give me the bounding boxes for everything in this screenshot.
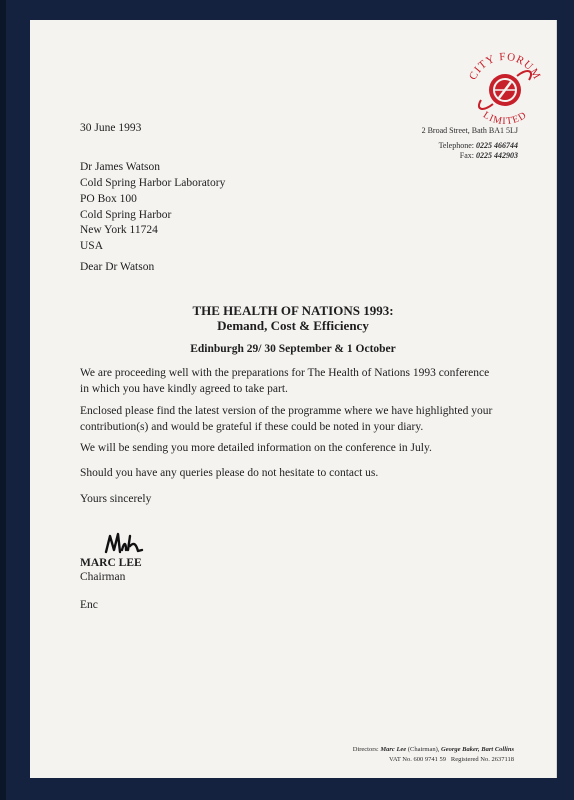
paragraph-line: We are proceeding well with the preparations for The Health of Nations 1993 conference [80,367,490,379]
company-fax [460,151,518,160]
company-telephone [439,141,518,150]
body-paragraph [80,466,520,482]
letter-page [30,20,557,778]
recipient-line: Cold Spring Harbor Laboratory [80,176,226,189]
city-forum-logo [455,40,555,140]
svg-text:LIMITED [481,110,529,128]
paragraph-line: Enclosed please find the latest version of the programme where we have highlighted your [80,405,493,417]
paragraph-line: contribution(s) and would be grateful if these could be noted in your diary. [80,420,424,433]
recipient-line: Cold Spring Harbor [80,208,172,221]
signer-title: Chairman [80,571,126,583]
heading-subtitle: Demand, Cost & Efficiency [217,318,369,333]
fax-label: Fax: [459,151,474,160]
company-address: 2 Broad Street, Bath BA1 5LJ [421,126,518,135]
director-name: Marc Lee [380,746,407,753]
heading-title: THE HEALTH OF NATIONS 1993: [192,303,394,318]
handwritten-signature [104,530,144,556]
recipient-line: New York 11724 [80,224,158,237]
telephone-number: 0225 466744 [476,141,518,150]
event-dates: Edinburgh 29/ 30 September & 1 October [190,343,396,355]
paragraph-line: Should you have any queries please do not hesitate to contact us. [80,467,379,479]
registered-number: Registered No. 2637118 [450,756,514,763]
signer-name: MARC LEE [80,557,142,569]
recipient-address [80,160,225,255]
vat-number: VAT No. 600 9741 59 [388,756,446,763]
footer-registration [389,756,514,765]
footer-directors [353,746,514,755]
closing: Yours sincerely [80,493,152,505]
recipient-line: PO Box 100 [80,192,137,205]
fax-number: 0225 442903 [476,151,518,160]
logo-text-top: CITY FORUM [466,50,544,82]
binding-spine [0,0,6,800]
director-name: Bart Collins [481,746,514,753]
body-paragraph [80,404,520,436]
director-role: (Chairman), [407,746,440,753]
salutation: Dear Dr Watson [80,261,155,273]
telephone-label: Telephone: [438,141,474,150]
paragraph-line: We will be sending you more detailed information on the conference in July. [80,442,432,454]
recipient-line: USA [80,240,104,253]
recipient-line: Dr James Watson [80,161,160,173]
directors-label: Directors: [352,746,379,753]
body-paragraph [80,441,520,457]
letter-date: 30 June 1993 [80,122,142,134]
enclosure-note: Enc [80,599,98,611]
paragraph-line: in which you have kindly agreed to take part. [80,382,288,395]
logo-text-bottom: LIMITED [480,109,530,128]
director-name: George Baker, [441,746,480,753]
body-paragraph [80,366,520,398]
